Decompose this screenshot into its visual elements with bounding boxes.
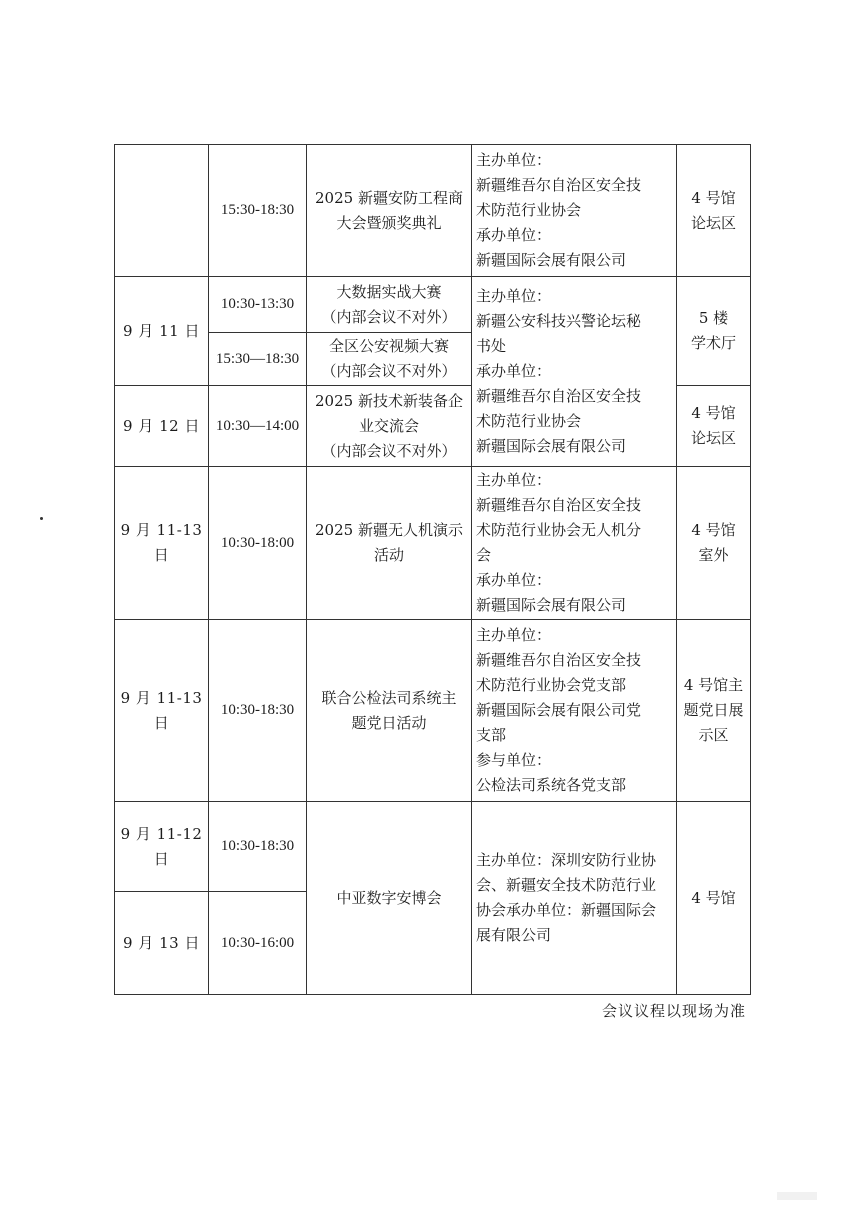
organizer-line: 会、新疆安全技术防范行业 — [476, 876, 657, 894]
agenda-note: 会议议程以现场为准 — [601, 1002, 746, 1020]
date-cell: 9 月 11-12 日 — [115, 802, 209, 892]
venue-line: 4 号馆主 — [683, 676, 744, 694]
organizer-line: 术防范行业协会党支部 — [476, 676, 627, 694]
event-title-cell — [307, 145, 472, 277]
venue-line: 示区 — [698, 726, 729, 744]
event-title-line: 题党日活动 — [351, 713, 427, 732]
venue-line: 论坛区 — [690, 429, 736, 447]
event-title-line: 2025 新疆无人机演示 — [315, 521, 463, 539]
organizer-line: 支部 — [476, 726, 507, 744]
date-cell: 9 月 11-13 日 — [115, 467, 209, 620]
time-cell: 10:30-13:30 — [209, 277, 307, 333]
time-cell: 10:30-16:00 — [209, 892, 307, 995]
table-row — [115, 620, 751, 802]
time-cell: 10:30-18:00 — [209, 467, 307, 620]
event-title-cell — [307, 802, 472, 995]
venue-line: 室外 — [698, 546, 729, 564]
organizer-line: 展有限公司 — [476, 926, 552, 944]
time-cell: 15:30-18:30 — [209, 145, 307, 277]
venue-line: 4 号馆 — [691, 521, 736, 539]
event-title-cell — [307, 333, 472, 386]
table-row — [115, 467, 751, 620]
organizer-line: 新疆国际会展有限公司 — [476, 251, 627, 269]
event-title-cell — [307, 277, 472, 333]
event-title-line: 全区公安视频大赛 — [328, 337, 449, 355]
organizer-cell — [472, 145, 677, 277]
event-title-line: 活动 — [373, 546, 404, 564]
watermark-smudge — [777, 1192, 817, 1200]
schedule-table — [114, 144, 751, 995]
table-row — [115, 802, 751, 892]
time-cell: 10:30-18:30 — [209, 802, 307, 892]
organizer-line: 承办单位： — [476, 362, 552, 380]
event-title-cell — [307, 386, 472, 467]
venue-line: 论坛区 — [690, 213, 736, 232]
time-cell: 10:30-18:30 — [209, 620, 307, 802]
organizer-line: 参与单位： — [476, 751, 552, 769]
scan-speck — [40, 517, 43, 520]
event-title-line: （内部会议不对外） — [321, 362, 457, 380]
venue-cell — [677, 467, 751, 620]
organizer-line: 主办单位： — [476, 471, 552, 489]
organizer-line: 承办单位： — [476, 226, 552, 244]
venue-cell — [677, 802, 751, 995]
organizer-cell — [472, 802, 677, 995]
date-cell: 9 月 11-13 日 — [115, 620, 209, 802]
event-title-cell — [307, 620, 472, 802]
event-title-line: （内部会议不对外） — [321, 441, 457, 460]
venue-line: 5 楼 — [698, 309, 729, 327]
organizer-line: 术防范行业协会无人机分 — [476, 521, 642, 539]
event-title-line: 联合公检法司系统主 — [321, 688, 457, 707]
organizer-line: 承办单位： — [476, 571, 552, 589]
organizer-line: 会 — [476, 546, 492, 564]
venue-line: 4 号馆 — [691, 188, 736, 207]
organizer-cell — [472, 467, 677, 620]
date-cell — [115, 145, 209, 277]
date-cell: 9 月 13 日 — [115, 892, 209, 995]
venue-cell — [677, 386, 751, 467]
organizer-cell — [472, 620, 677, 802]
organizer-line: 主办单位：深圳安防行业协 — [476, 851, 657, 869]
venue-line: 题党日展 — [683, 701, 744, 719]
time-cell: 10:30—14:00 — [209, 386, 307, 467]
organizer-line: 新疆维吾尔自治区安全技 — [476, 496, 642, 514]
table-row — [115, 277, 751, 333]
venue-cell — [677, 277, 751, 386]
organizer-line: 主办单位： — [476, 151, 552, 169]
event-title-line: 中亚数字安博会 — [336, 888, 442, 907]
time-cell: 15:30—18:30 — [209, 333, 307, 386]
organizer-line: 协会承办单位：新疆国际会 — [476, 901, 657, 919]
date-cell: 9 月 11 日 — [115, 277, 209, 386]
organizer-line: 主办单位： — [476, 287, 552, 305]
event-title-line: 大数据实战大赛 — [336, 282, 442, 301]
event-title-cell — [307, 467, 472, 620]
venue-line: 4 号馆 — [691, 888, 736, 907]
organizer-line: 术防范行业协会 — [476, 201, 582, 219]
venue-line: 4 号馆 — [691, 404, 736, 422]
date-cell: 9 月 12 日 — [115, 386, 209, 467]
organizer-line: 新疆国际会展有限公司党 — [476, 701, 642, 719]
venue-line: 学术厅 — [690, 334, 736, 352]
event-title-line: 业交流会 — [358, 416, 419, 435]
organizer-cell — [472, 277, 677, 467]
organizer-line: 新疆公安科技兴警论坛秘 — [476, 312, 642, 330]
event-title-line: 2025 新疆安防工程商 — [315, 188, 463, 207]
organizer-line: 新疆国际会展有限公司 — [476, 437, 627, 455]
organizer-line: 新疆维吾尔自治区安全技 — [476, 387, 642, 405]
venue-cell — [677, 620, 751, 802]
organizer-line: 术防范行业协会 — [476, 412, 582, 430]
organizer-line: 新疆维吾尔自治区安全技 — [476, 651, 642, 669]
event-title-line: 2025 新技术新装备企 — [315, 391, 463, 410]
venue-cell — [677, 145, 751, 277]
event-title-line: 大会暨颁奖典礼 — [336, 213, 442, 232]
event-title-line: （内部会议不对外） — [321, 307, 457, 326]
organizer-line: 主办单位： — [476, 626, 552, 644]
organizer-line: 新疆国际会展有限公司 — [476, 596, 627, 614]
organizer-line: 公检法司系统各党支部 — [476, 776, 627, 794]
table-row — [115, 145, 751, 277]
organizer-line: 书处 — [476, 337, 507, 355]
organizer-line: 新疆维吾尔自治区安全技 — [476, 176, 642, 194]
